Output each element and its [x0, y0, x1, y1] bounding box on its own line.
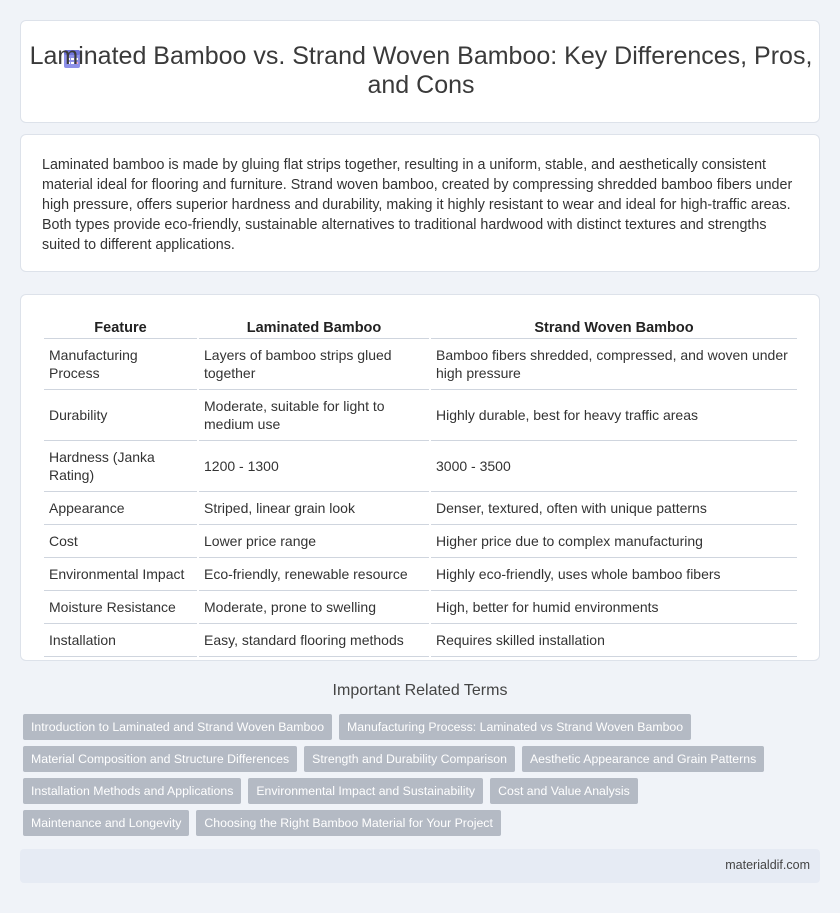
table-cell-feature: Appearance [44, 492, 197, 525]
table-row [44, 390, 797, 441]
comparison-table-card [20, 294, 820, 661]
table-cell-laminated: Striped, linear grain look [199, 492, 429, 525]
intro-card [20, 134, 820, 272]
table-cell-laminated: Moderate, prone to swelling [199, 591, 429, 624]
table-row [44, 339, 797, 390]
related-term-tag[interactable]: Aesthetic Appearance and Grain Patterns [522, 746, 764, 772]
table-cell-laminated: Moderate, suitable for light to medium use [199, 390, 429, 441]
related-term-tag[interactable]: Introduction to Laminated and Strand Woven Bamboo [23, 714, 332, 740]
table-row [44, 558, 797, 591]
table-cell-laminated: 1200 - 1300 [199, 441, 429, 492]
table-cell-strand-woven: Requires skilled installation [431, 624, 797, 657]
table-cell-laminated: Layers of bamboo strips glued together [199, 339, 429, 390]
table-cell-laminated: Eco-friendly, renewable resource [199, 558, 429, 591]
table-row [44, 591, 797, 624]
table-cell-strand-woven: Higher price due to complex manufacturing [431, 525, 797, 558]
intro-paragraph: Laminated bamboo is made by gluing flat strips together, resulting in a uniform, stable, and aesthetically consistent material ideal for flooring and furniture. Strand woven bamboo, created by compressing shredded bamboo fibers under high pressure, offers superior hardness and durability, making it highly resistant to wear and ideal for high-traffic areas. Both types provide eco-friendly, sustainable alternatives to traditional hardwood with distinct textures and strengths suited to different applications. [42, 157, 793, 253]
related-term-tag[interactable]: Manufacturing Process: Laminated vs Strand Woven Bamboo [339, 714, 691, 740]
footer-site-link[interactable]: materialdif.com [725, 858, 810, 872]
table-row [44, 624, 797, 657]
table-cell-strand-woven: 3000 - 3500 [431, 441, 797, 492]
table-cell-feature: Installation [44, 624, 197, 657]
table-cell-strand-woven: Highly durable, best for heavy traffic areas [431, 390, 797, 441]
related-term-tag[interactable]: Maintenance and Longevity [23, 810, 189, 836]
table-cell-strand-woven: Bamboo fibers shredded, compressed, and woven under high pressure [431, 339, 797, 390]
related-terms-list [23, 714, 803, 836]
header-feature: Feature [44, 315, 197, 339]
related-term-tag[interactable]: Choosing the Right Bamboo Material for Your Project [196, 810, 500, 836]
table-row [44, 525, 797, 558]
footer [20, 849, 820, 883]
header-strand-woven: Strand Woven Bamboo [431, 315, 797, 339]
table-header-row [44, 315, 797, 339]
related-term-tag[interactable]: Material Composition and Structure Differences [23, 746, 297, 772]
table-cell-feature: Manufacturing Process [44, 339, 197, 390]
table-cell-strand-woven: Highly eco-friendly, uses whole bamboo fibers [431, 558, 797, 591]
related-term-tag[interactable]: Cost and Value Analysis [490, 778, 638, 804]
comparison-table [42, 315, 799, 657]
table-cell-strand-woven: High, better for humid environments [431, 591, 797, 624]
header-laminated: Laminated Bamboo [199, 315, 429, 339]
table-cell-feature: Moisture Resistance [44, 591, 197, 624]
table-cell-feature: Cost [44, 525, 197, 558]
table-cell-feature: Durability [44, 390, 197, 441]
table-cell-feature: Hardness (Janka Rating) [44, 441, 197, 492]
related-term-tag[interactable]: Installation Methods and Applications [23, 778, 241, 804]
related-terms-title: Important Related Terms [332, 682, 508, 699]
related-term-tag[interactable]: Strength and Durability Comparison [304, 746, 515, 772]
table-cell-feature: Environmental Impact [44, 558, 197, 591]
table-cell-laminated: Lower price range [199, 525, 429, 558]
table-cell-strand-woven: Denser, textured, often with unique patterns [431, 492, 797, 525]
table-row [44, 441, 797, 492]
related-term-tag[interactable]: Environmental Impact and Sustainability [248, 778, 483, 804]
page-title: Laminated Bamboo vs. Strand Woven Bamboo: Key Differences, Pros, and Cons [29, 42, 813, 99]
table-cell-laminated: Easy, standard flooring methods [199, 624, 429, 657]
title-card [20, 20, 820, 123]
table-row [44, 492, 797, 525]
